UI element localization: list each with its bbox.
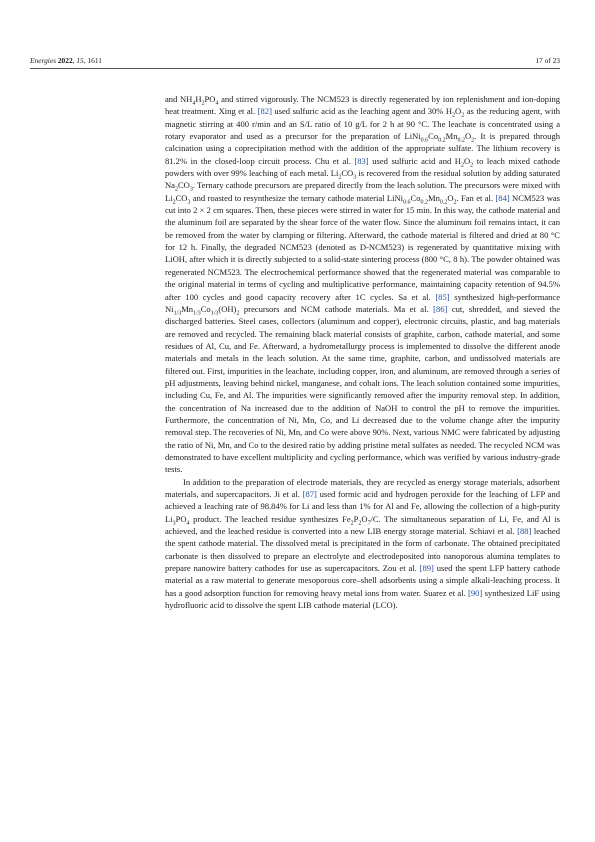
subscript: 0.6: [420, 137, 429, 144]
text-run: O: [464, 131, 472, 142]
citation-link[interactable]: [84]: [495, 192, 510, 203]
subscript: 0.6: [403, 199, 411, 206]
citation-link[interactable]: [88]: [517, 526, 532, 537]
text-run: O: [455, 106, 462, 117]
text-run: used sulfuric acid as the leaching agent and 30% H: [271, 106, 453, 117]
text-run: Mn: [181, 303, 194, 314]
text-run: P: [353, 513, 359, 524]
subscript: 2: [470, 162, 474, 169]
subscript: 0.2: [420, 199, 428, 206]
text-run: PO: [175, 513, 187, 524]
subscript: 0.2: [439, 199, 448, 206]
journal-citation: Energies 2022, 15, 1611: [30, 56, 102, 65]
subscript: 2: [350, 520, 354, 527]
text-run: product. The leached residue synthesizes Fe: [189, 513, 351, 524]
subscript: 2: [452, 113, 456, 120]
article-number: 1611: [87, 56, 102, 65]
text-run: used the spent LFP battery cathode material as a raw material to generate mesoporous core–shell adsorbents using a simple alkali-leaching process. It has a good adsorption function for removing heavy metal ions from water. Suarez et al.: [165, 563, 560, 598]
subscript: 4: [186, 520, 190, 527]
subscript: 2: [461, 113, 465, 120]
text-run: Co: [428, 131, 439, 142]
article-body: [165, 93, 560, 611]
text-run: Mn: [427, 192, 440, 203]
text-run: Mn: [445, 131, 458, 142]
text-run: . It is prepared through calcination using a coprecipitation method with the addition of the appropriate sulfate. The lithium recovery is 81.2% in the closed-loop circuit process. Chu et al.: [165, 131, 560, 166]
subscript: 1/3: [173, 310, 182, 317]
text-run: Co: [410, 192, 421, 203]
text-run: used formic acid and hydrogen peroxide for the leaching of LFP and achieved a leaching rate of 98.84% for Li and less than 1% for Al and Fe, allowing the collection of a high-purity Li: [165, 489, 561, 524]
citation-link[interactable]: [82]: [257, 106, 272, 117]
text-run: synthesized high-performance Ni: [165, 291, 560, 314]
subscript: 2: [460, 162, 464, 169]
text-run: O: [463, 155, 471, 166]
page-number: 17 of 23: [535, 56, 560, 65]
subscript: 1/3: [210, 310, 219, 317]
text-run: . Ternary cathode precursors are prepared directly from the leach solution. The precursors were mixed with Li: [165, 180, 560, 203]
text-run: and roasted to resynthesize the ternary cathode material LiNi: [190, 192, 404, 203]
subscript: 3: [172, 520, 176, 527]
text-run: leached the spent cathode material. The dissolved metal is precipitated in the form of carbonate. The obtained precipitated carbonate is then dissolved to prepare an electrolyte and electrodeposited into nanoporous alumina templates to prepare nanowire battery cathodes for use as supercapacitors. Zou et al.: [165, 526, 560, 574]
subscript: 3: [353, 174, 357, 181]
subscript: 2: [174, 187, 178, 194]
text-run: NCM523 was cut into 2 × 2 cm squares. Then, these pieces were stirred in water for 15 min. In this way, the cathode material and the aluminum foil are separated by the shear force of the water flow. Since the aluminum foil remains intact, it can be removed from the water by clamping or filtering. Afterward, the cathode material is filtered and dried at 80 °C for 12 h. Finally, the degraded NCM523 (denoted as D-NCM523) is regenerated by quantitative mixing with LiOH, after which it is directly subjected to a solid-state sintering process (800 °C, 8 h). The powder obtained was regenerated NCM523. The electrochemical performance showed that the regenerated material was comparable to the original material in terms of cycling and multiplicative performance, maintaining capacity retention of 94.5% after 100 cycles and good capacity recovery after 1C cycles. Sa et al.: [165, 192, 560, 302]
citation-link[interactable]: [90]: [468, 587, 483, 598]
subscript: 4: [192, 100, 196, 107]
subscript: 2: [201, 100, 205, 107]
subscript: 2: [471, 137, 475, 144]
subscript: 3: [187, 199, 191, 206]
subscript: 2: [172, 199, 176, 206]
citation-link[interactable]: [86]: [433, 303, 448, 314]
text-run: (OH): [218, 303, 237, 314]
citation-link[interactable]: [85]: [435, 291, 450, 302]
text-run: as the reducing agent, with magnetic stirring at 400 r/min and an S/L ratio of 10 g/L for 2 h at 90 °C. The leachate is concentrated using a rotary evaporator and used as a precursor for the preparation of LiNi: [165, 106, 560, 142]
subscript: 0.2: [457, 137, 465, 144]
subscript: 7: [367, 520, 371, 527]
text-run: and stirred vigorously. The NCM523 is directly regenerated by ion replenishment and ion-doping heat treatment. Xing et al.: [165, 94, 560, 117]
text-run: O: [361, 513, 368, 524]
text-run: is recovered from the residual solution by adding saturated Na: [165, 168, 560, 191]
journal-year: 2022: [57, 56, 73, 65]
journal-name: Energies: [30, 56, 56, 65]
body-paragraph-1: [165, 93, 560, 476]
subscript: 4: [215, 100, 219, 107]
text-run: . Fan et al.: [456, 192, 496, 203]
text-run: cut, shredded, and sieved the discharged batteries. Steel cases, collectors (aluminum and copper), electronic circuits, plastic, and bag materials are removed and recycled. The remaining black material consists of graphite, carbon, cathode material, and some residues of Al, Cu, and Fe. Afterward, a hydrometallurgy process is implemented to dissolve the different anode materials and metals in the leach solution. At the same time, graphite, carbon, and undissolved materials are filtered out. First, impurities in the leachate, including copper, iron, and aluminum, are removed through a series of pH adjustments, leaving behind nickel, manganese, and cobalt ions. The leach solution contained some impurities, including Cu, Fe, and Al. The impurities were significantly removed after the impurity removal step. In addition, the concentration of Na increased due to the addition of NaOH to control the pH to remove the impurities. Furthermore, the concentration of Ni, Mn, Co, and Li decreased due to the volume change after the impurity removal step. The recoveries of Ni, Mn, and Co were above 90%. Next, various NMC were fabricated by adjusting the ratio of Ni, Mn, and Co to the desired ratio by adding pristine metal sulfates as needed. The recycled NCM was demonstrated to have excellent multiplicity and cycling performance, which was verified by various industry-grade tests.: [165, 303, 560, 475]
text-run: H: [195, 94, 202, 104]
citation-link[interactable]: [87]: [302, 489, 317, 499]
subscript: 2: [338, 174, 342, 181]
subscript: 0.2: [438, 137, 446, 144]
text-run: to leach mixed cathode powders with over 99% leaching of each metal. Li: [165, 155, 560, 179]
text-run: precursors and NCM cathode materials. Ma et al.: [239, 303, 434, 314]
text-run: used sulfuric acid and H: [368, 155, 461, 166]
citation-link[interactable]: [89]: [419, 563, 434, 574]
subscript: 1/3: [193, 310, 201, 317]
text-run: O: [447, 192, 454, 203]
text-run: /C. The simultaneous separation of Li, Fe, and Al is achieved, and the leached residue is converted into a new LIB energy storage material. Schiavi et al.: [165, 513, 560, 537]
subscript: 2: [453, 199, 457, 206]
text-run: synthesized LiF using hydrofluoric acid to dissolve the spent LIB cathode material (LCO).: [165, 587, 560, 611]
subscript: 3: [189, 187, 193, 194]
text-run: CO: [341, 168, 354, 179]
text-run: In addition to the preparation of electrode materials, they are recycled as energy storage materials, adsorbent materials, and supercapacitors. Ji et al.: [165, 476, 560, 499]
journal-volume: 15: [76, 56, 84, 65]
subscript: 2: [358, 520, 362, 527]
text-run: CO: [177, 180, 190, 191]
text-run: CO: [175, 192, 188, 203]
header-divider: [30, 68, 560, 69]
body-paragraph-2: [165, 476, 560, 612]
text-run: and NH: [165, 94, 193, 104]
citation-link[interactable]: [83]: [354, 155, 369, 166]
text-run: Co: [200, 303, 211, 314]
text-run: PO: [204, 94, 216, 104]
subscript: 2: [236, 310, 240, 317]
